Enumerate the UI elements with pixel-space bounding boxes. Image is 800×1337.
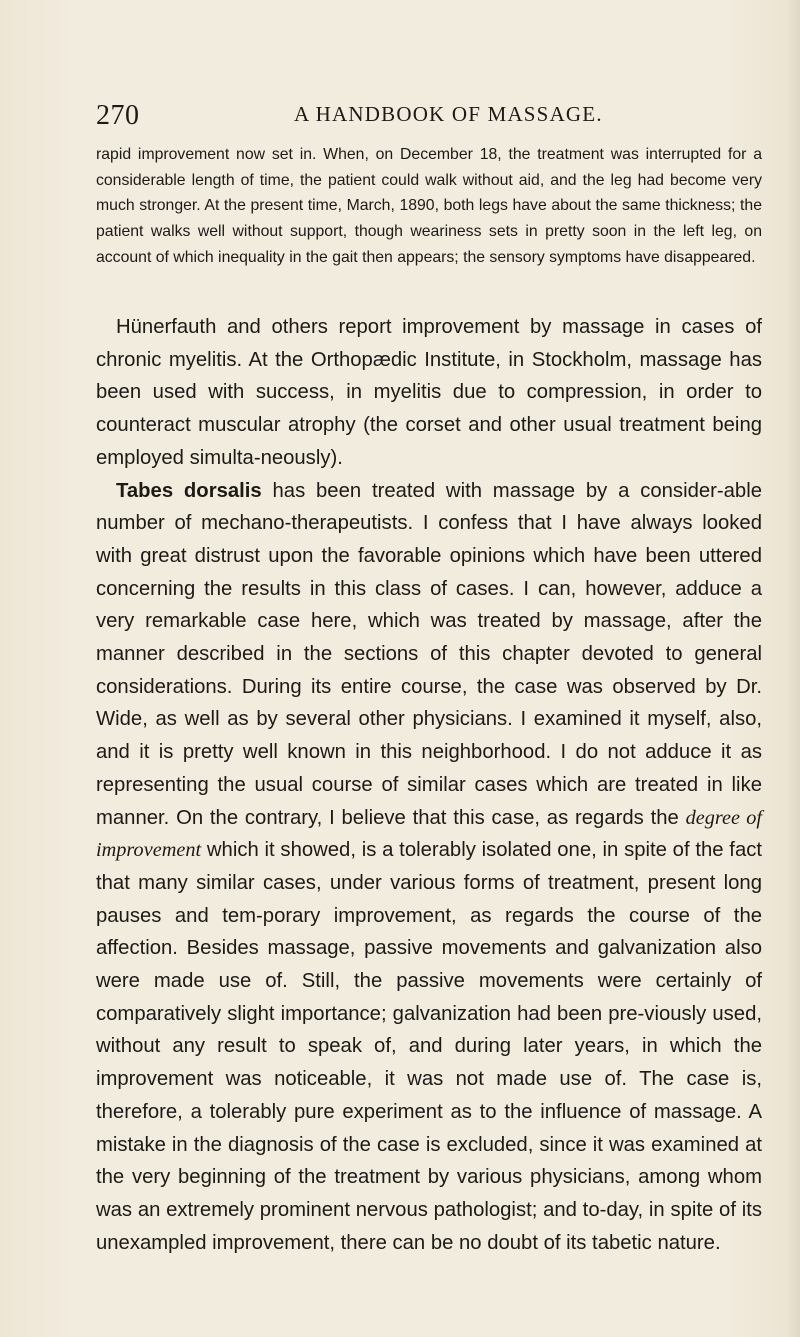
degree-of-improvement-italic: degree of improvement — [96, 806, 762, 862]
tabes-dorsalis-lead: Tabes dorsalis — [116, 479, 262, 502]
tabes-paragraph — [96, 475, 762, 1260]
page-header — [96, 100, 764, 134]
myelitis-paragraph: Hünerfauth and others report improvement by massage in cases of chronic myelitis. At the Orthopædic Institute, in Stockholm, massage has been used with success, in myelitis due to compression, in order to counteract muscular atrophy (the corset and other usual treatment being employed simulta-neously). — [96, 316, 762, 469]
page-edge-shadow — [788, 0, 800, 1337]
tabes-text-part-1: has been treated with massage by a consider-able number of mechano-therapeutists. I confess that I have always looked with great distrust upon the favorable opinions which have been uttered concerning the results in this class of cases. I can, however, adduce a very remarkable case here, which was treated by massage, after the manner described in the sections of this chapter devoted to general considerations. During its entire course, the case was observed by Dr. Wide, as well as by several other physicians. I examined it myself, also, and it is pretty well known in this neighborhood. I do not adduce it as representing the usual course of similar cases which are treated in like manner. On the contrary, I believe that this case, as regards the — [96, 479, 762, 829]
main-text — [96, 311, 762, 1259]
running-title: A HANDBOOK OF MASSAGE. — [294, 102, 603, 126]
tabes-text-part-2: which it showed, is a tolerably isolated one, in spite of the fact that many similar cases, under various forms of treatment, present long pauses and tem-porary improvement, as regards the course of the affection. Besides massage, passive movements and galvanization also were made use of. Still, the passive movements were certainly of comparatively slight importance; galvanization had been pre-viously used, without any result to speak of, and during later years, in which the improvement was noticeable, it was not made use of. The case is, therefore, a tolerably pure experiment as to the influence of massage. A mistake in the diagnosis of the case is excluded, since it was examined at the very beginning of the treatment by various physicians, among whom was an extremely prominent nervous pathologist; and to-day, in spite of its unexampled improvement, there can be no doubt of its tabetic nature. — [96, 839, 762, 1254]
case-note-paragraph: rapid improvement now set in. When, on December 18, the treatment was interrupted for a considerable length of time, the patient could walk without aid, and the leg had become very much stronger. At the present time, March, 1890, both legs have about the same thickness; the patient walks well without support, though weariness sets in pretty soon in the left leg, on account of which inequality in the gait then appears; the sensory symptoms have disappeared. — [96, 146, 762, 266]
page-number: 270 — [96, 100, 140, 131]
